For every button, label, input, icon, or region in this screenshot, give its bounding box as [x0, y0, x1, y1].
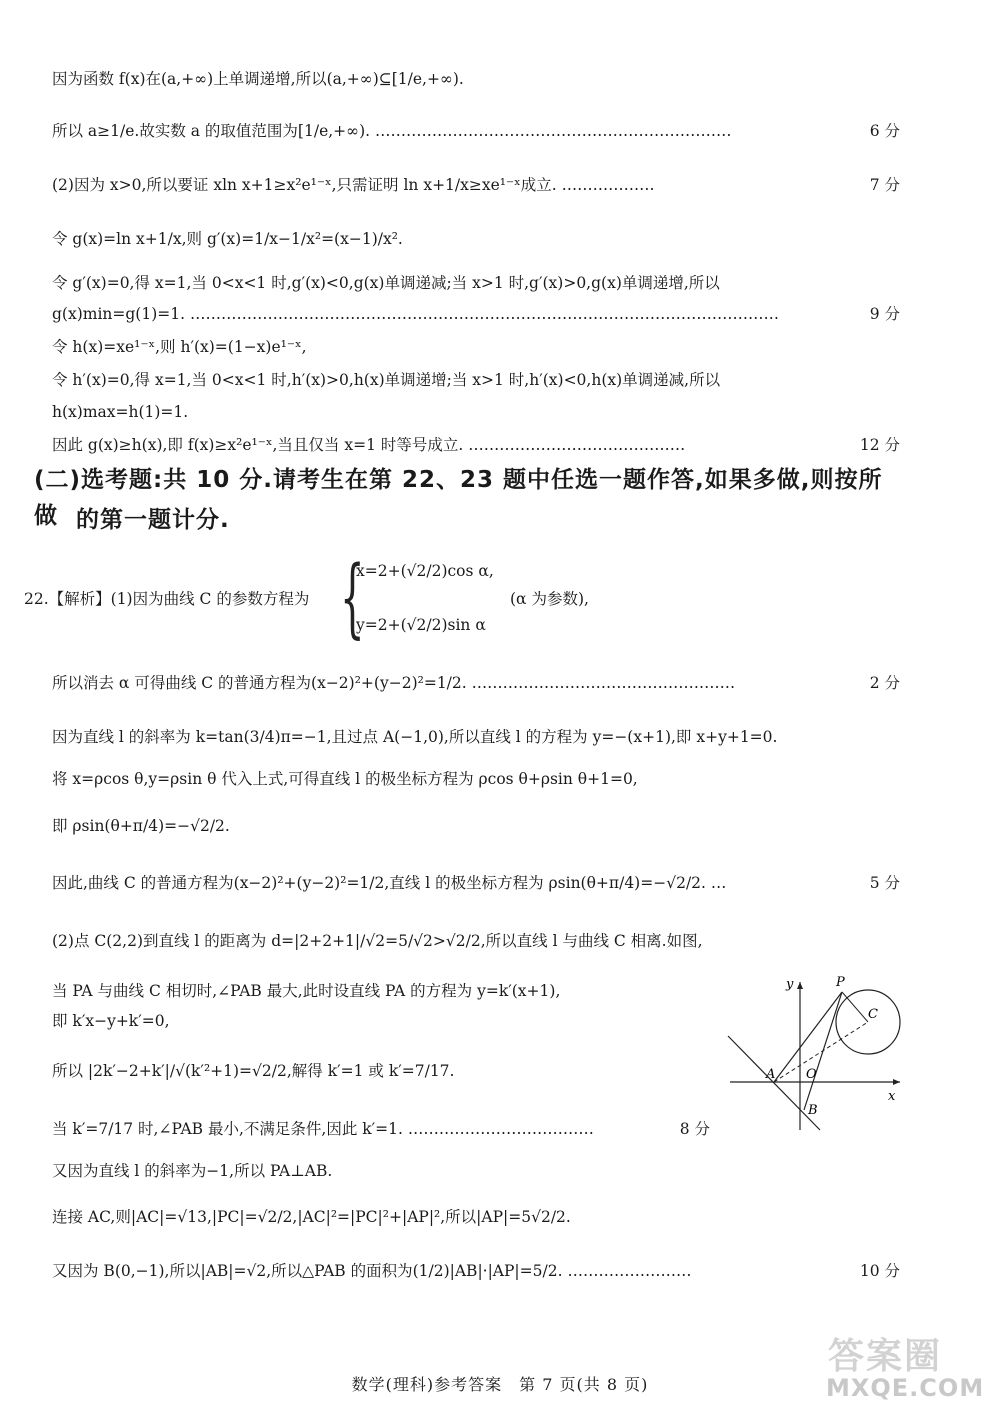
- score-label: 8 分: [679, 1120, 710, 1138]
- text-line: 令 h(x)=xe¹⁻ˣ,则 h′(x)=(1−x)e¹⁻ˣ,: [52, 338, 307, 356]
- text-line: 又因为直线 l 的斜率为−1,所以 PA⊥AB.: [52, 1162, 333, 1180]
- score-label: 7 分: [869, 176, 900, 194]
- text-line: 令 g(x)=ln x+1/x,则 g′(x)=1/x−1/x²=(x−1)/x².: [52, 230, 403, 248]
- label-b: B: [808, 1103, 818, 1118]
- text-line: 令 g′(x)=0,得 x=1,当 0<x<1 时,g′(x)<0,g(x)单调递减;当 x>1 时,g′(x)>0,g(x)单调递增,所以: [52, 274, 720, 292]
- text-line: 即 k′x−y+k′=0,: [52, 1012, 170, 1030]
- q22-label: 22.【解析】(1)因为曲线 C 的参数方程为: [24, 590, 310, 608]
- parameter-note: (α 为参数),: [510, 590, 589, 608]
- text-line: (2)点 C(2,2)到直线 l 的距离为 d=|2+2+1|/√2=5/√2>√2/2,所以直线 l 与曲线 C 相离.如图,: [52, 932, 703, 950]
- label-a: A: [766, 1067, 776, 1082]
- label-x: x: [888, 1089, 896, 1104]
- text-line: 即 ρsin(θ+π/4)=−√2/2.: [52, 817, 230, 835]
- system-line: y=2+(√2/2)sin α: [356, 616, 486, 634]
- label-o: O: [806, 1067, 817, 1082]
- text-line: 将 x=ρcos θ,y=ρsin θ 代入上式,可得直线 l 的极坐标方程为 ρcos θ+ρsin θ+1=0,: [52, 770, 638, 788]
- label-c: C: [868, 1007, 878, 1022]
- text-line: 因为函数 f(x)在(a,+∞)上单调递增,所以(a,+∞)⊆[1/e,+∞).: [52, 70, 464, 88]
- text-line: (2)因为 x>0,所以要证 xln x+1≥x²e¹⁻ˣ,只需证明 ln x+1/x≥xe¹⁻ˣ成立. ………………: [52, 176, 655, 194]
- text-line: 连接 AC,则|AC|=√13,|PC|=√2/2,|AC|²=|PC|²+|AP|²,所以|AP|=5√2/2.: [52, 1208, 571, 1226]
- text-line: g(x)min=g(1)=1. ……………………………………………………………………………………………………: [52, 305, 779, 323]
- score-label: 10 分: [859, 1262, 900, 1280]
- text-line: 令 h′(x)=0,得 x=1,当 0<x<1 时,h′(x)>0,h(x)单调递增;当 x>1 时,h′(x)<0,h(x)单调递减,所以: [52, 371, 721, 389]
- text-line: 当 PA 与曲线 C 相切时,∠PAB 最大,此时设直线 PA 的方程为 y=k′(x+1),: [52, 982, 561, 1000]
- section-heading-cont: 的第一题计分.: [76, 507, 230, 533]
- text-line: 因此 g(x)≥h(x),即 f(x)≥x²e¹⁻ˣ,当且仅当 x=1 时等号成立. ……………………………………: [52, 436, 686, 454]
- line-l: [728, 1036, 820, 1130]
- site-watermark: [820, 1328, 990, 1408]
- page-footer: 数学(理科)参考答案 第 7 页(共 8 页): [351, 1375, 649, 1394]
- label-y: y: [786, 977, 794, 992]
- watermark-domain: MXQE.COM: [826, 1374, 985, 1402]
- score-label: 12 分: [859, 436, 900, 454]
- y-axis-arrow: [797, 982, 803, 989]
- label-p: P: [836, 975, 845, 990]
- text-line: 当 k′=7/17 时,∠PAB 最小,不满足条件,因此 k′=1. ………………………………: [52, 1120, 594, 1138]
- section-heading: (二)选考题:共 10 分.请考生在第 22、23 题中任选一题作答,如果多做,则按所做: [34, 467, 883, 529]
- segment-pc: [842, 992, 868, 1022]
- text-line: 又因为 B(0,−1),所以|AB|=√2,所以△PAB 的面积为(1/2)|AB|·|AP|=5/2. ……………………: [52, 1262, 692, 1280]
- text-line: 所以 |2k′−2+k′|/√(k′²+1)=√2/2,解得 k′=1 或 k′=7/17.: [52, 1062, 455, 1080]
- text-line: 因为直线 l 的斜率为 k=tan(3/4)π=−1,且过点 A(−1,0),所以直线 l 的方程为 y=−(x+1),即 x+y+1=0.: [52, 728, 778, 746]
- segment-ac: [774, 1022, 868, 1082]
- parametric-system: [340, 548, 500, 648]
- text-line: h(x)max=h(1)=1.: [52, 403, 189, 421]
- brace-icon: {: [340, 548, 365, 648]
- x-axis-arrow: [893, 1079, 900, 1085]
- text-line: 所以 a≥1/e.故实数 a 的取值范围为[1/e,+∞). ……………………………………………………………: [52, 122, 732, 140]
- geometry-figure: [720, 970, 920, 1140]
- watermark-logo-text: 答案圈: [828, 1336, 943, 1377]
- score-label: 5 分: [869, 874, 900, 892]
- text-line: 所以消去 α 可得曲线 C 的普通方程为(x−2)²+(y−2)²=1/2. ……………………………………………: [52, 674, 736, 692]
- score-label: 2 分: [869, 674, 900, 692]
- score-label: 6 分: [869, 122, 900, 140]
- score-label: 9 分: [869, 305, 900, 323]
- system-line: x=2+(√2/2)cos α,: [356, 562, 494, 580]
- text-line: 因此,曲线 C 的普通方程为(x−2)²+(y−2)²=1/2,直线 l 的极坐标方程为 ρsin(θ+π/4)=−√2/2. …: [52, 874, 727, 892]
